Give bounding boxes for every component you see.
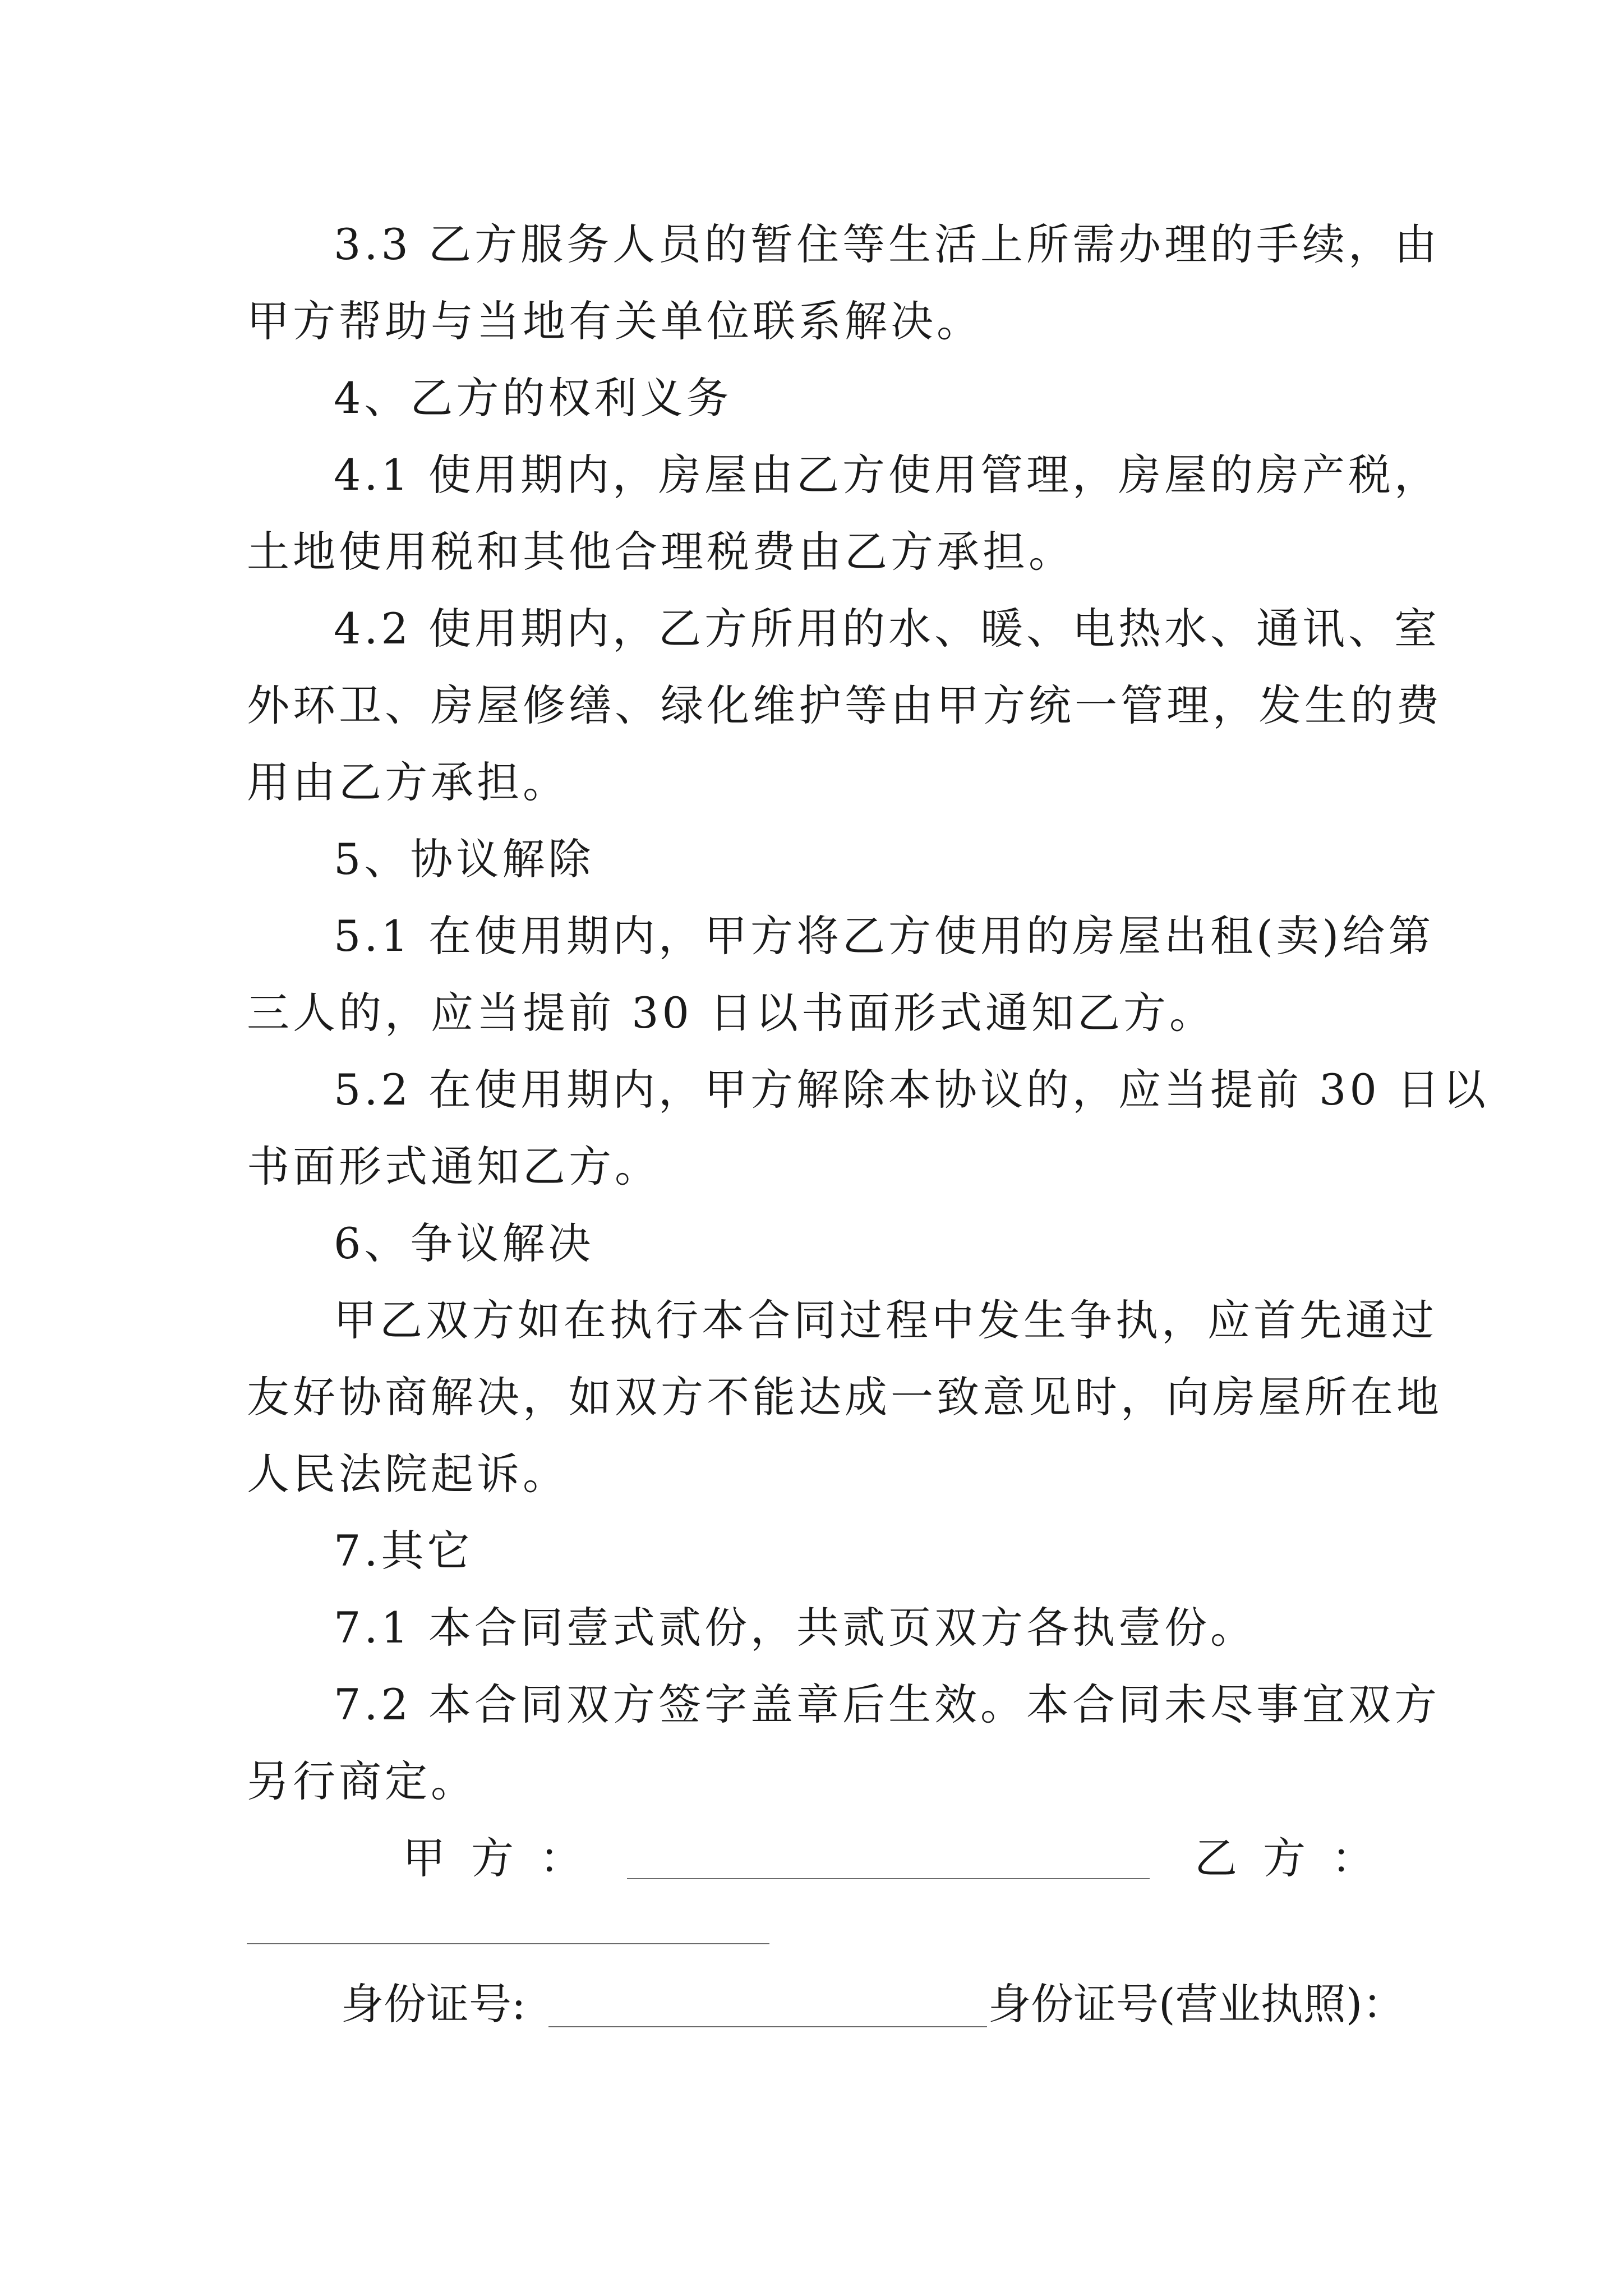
paragraph-line: 用由乙方承担。 [247,757,569,807]
paragraph-line: 5.2 在使用期内，甲方解除本协议的，应当提前 30 日以 [334,1065,1490,1115]
section-heading: 6、争议解决 [334,1218,594,1268]
paragraph-line: 3.3 乙方服务人员的暂住等生活上所需办理的手续，由 [334,219,1441,269]
paragraph-line: 书面形式通知乙方。 [247,1142,661,1191]
paragraph-line: 4.2 使用期内，乙方所用的水、暖、电热水、通讯、室 [334,604,1441,654]
paragraph-line: 友好协商解决，如双方不能达成一致意见时，向房屋所在地 [247,1372,1442,1422]
paragraph-line: 土地使用税和其他合理税费由乙方承担。 [247,527,1075,577]
party-b-label: 乙方： [1195,1833,1400,1883]
paragraph-line: 甲乙双方如在执行本合同过程中发生争执，应首先通过 [334,1295,1437,1345]
section-heading: 7.其它 [334,1526,473,1576]
paragraph-line: 甲方帮助与当地有关单位联系解决。 [247,296,983,346]
paragraph-line: 5.1 在使用期内，甲方将乙方使用的房屋出租(卖)给第 [334,911,1435,961]
paragraph-line: 另行商定。 [247,1756,477,1806]
party-a-signature-line [627,1878,1150,1879]
paragraph-line: 人民法院起诉。 [247,1449,569,1499]
id-number-line [548,2026,987,2027]
paragraph-line: 7.1 本合同壹式贰份，共贰页双方各执壹份。 [334,1603,1257,1653]
paragraph-line: 7.2 本合同双方签字盖章后生效。本合同未尽事宜双方 [334,1680,1441,1729]
id-license-label: 身份证号(营业执照)： [988,1979,1405,2029]
party-a-label: 甲方： [403,1833,608,1883]
section-heading: 5、协议解除 [334,834,594,884]
paragraph-line: 外环卫、房屋修缮、绿化维护等由甲方统一管理，发生的费 [247,680,1442,730]
paragraph-line: 三人的，应当提前 30 日以书面形式通知乙方。 [247,988,1216,1038]
id-number-label: 身份证号: [341,1979,526,2029]
paragraph-line: 4.1 使用期内，房屋由乙方使用管理，房屋的房产税， [334,450,1441,500]
party-b-signature-line [247,1943,769,1944]
section-heading: 4、乙方的权利义务 [334,373,732,423]
